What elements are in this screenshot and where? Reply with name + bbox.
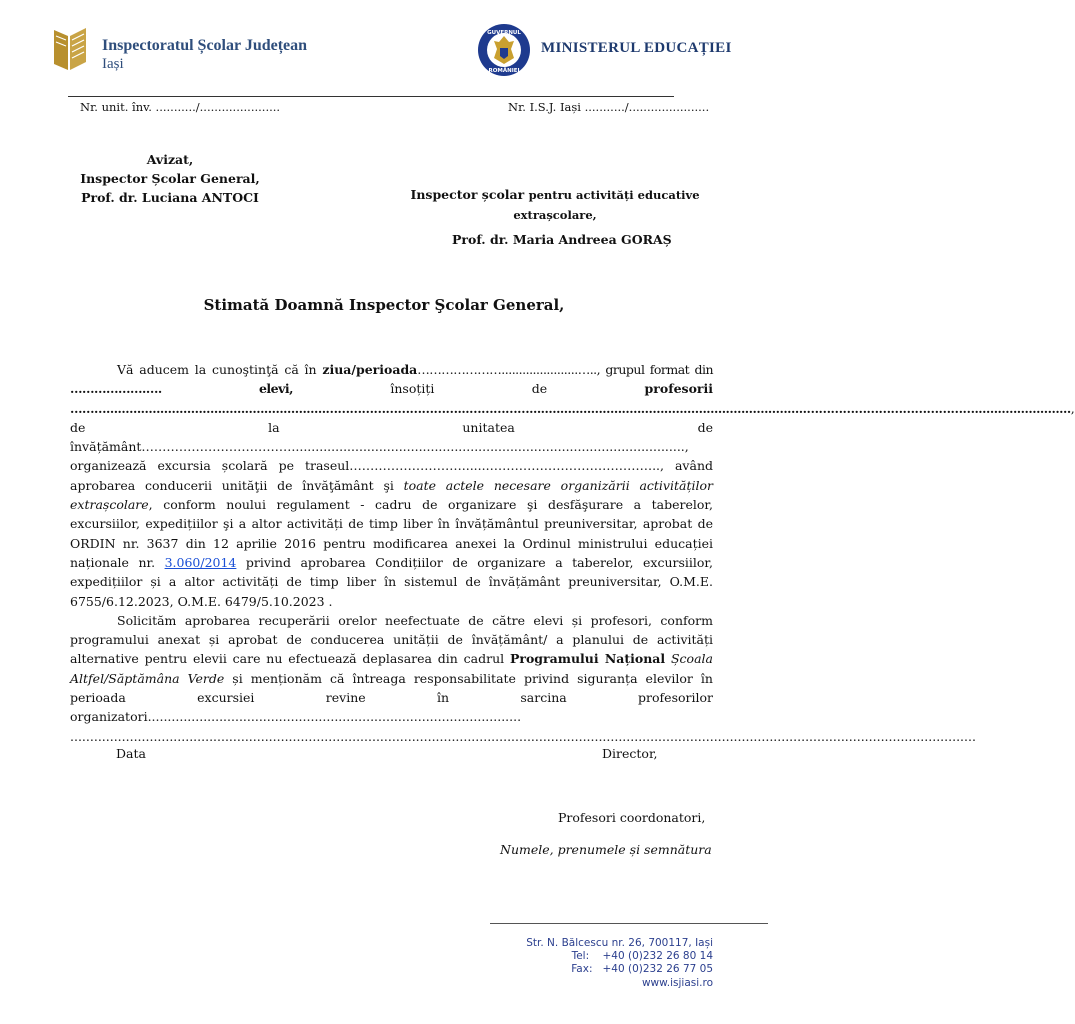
inspector-role-detail: pentru activități educative extrașcolare, — [513, 188, 700, 222]
p1-l: privind aprobarea Condițiilor de organizare a taberelor, excursiilor, expedițiilor și a altor activități de timp liber în sistemul de învățământ preuniversitar, O.M.E. 6755/6.12.2023, O.M.E. 6479/5.10.2023 . — [70, 554, 713, 609]
nr-isj: Nr. I.S.J. Iași .........../...................... — [508, 100, 710, 114]
avizat-name: Prof. dr. Luciana ANTOCI — [81, 190, 259, 205]
isj-logo-icon — [50, 26, 90, 72]
p1-profesorii: profesorii — [644, 381, 713, 397]
p1-h: ……………........................................................................……………………………………......................... — [469, 400, 1071, 416]
ministry-title: MINISTERUL EDUCAȚIEI — [541, 40, 732, 56]
isj-city: Iași — [102, 56, 124, 72]
paragraph-1 — [70, 360, 1075, 611]
seal-text-top: GUVERNUL — [487, 30, 521, 36]
p2-e: și menționăm că întreaga responsabilitate privind siguranța elevilor în perioada excursiei revine în sarcina profesorilor organizatori.............................................................................................. .................................................................................................................................................................................................................................... — [70, 670, 976, 744]
p1-a: Vă aducem la cunoştinţă că în — [117, 362, 323, 377]
footer-web[interactable]: www.isjiasi.ro — [641, 976, 713, 989]
footer-fax: Fax: +40 (0)232 26 77 05 — [571, 963, 713, 976]
p1-e: însoțiți de — [292, 381, 645, 397]
p1-i: , de la unitatea de învățământ………………………………..................................................................................................., organizează excursia școlară pe traseul……………………….......………………………………….., având aprobarea conducerii unităţii de învăţământ şi — [70, 400, 1075, 493]
footer-address: Str. N. Bălcescu nr. 26, 700117, Iași — [526, 937, 713, 949]
inspector-role: Inspector școlar — [410, 187, 525, 202]
salutation: Stimată Doamnă Inspector Şcolar General, — [203, 296, 565, 314]
footer-contact — [480, 937, 713, 990]
p1-j: toate actele necesare organizării activităților extrașcolare — [70, 477, 713, 513]
p1-g: ……….........................................................……………………………... — [70, 400, 470, 416]
avizat-role: Inspector Școlar General, — [80, 171, 260, 186]
seal-text-bottom: ROMÂNIEI — [488, 68, 520, 74]
p1-ziua: ziua/perioada — [322, 362, 418, 377]
footer-divider — [490, 923, 768, 924]
p2-a: Solicităm aprobarea recuperării orelor neefectuate de către elevi și profesori, conform programului anexat și aprobat de conducerea unității de învățământ/ a planului de activități alternative pentru elevii care nu efectuează deplasarea din cadrul — [70, 612, 713, 667]
inspector-name: Prof. dr. Maria Andreea GORAȘ — [452, 232, 672, 247]
government-seal-icon — [476, 22, 532, 78]
isj-title: Inspectoratul Școlar Județean — [102, 37, 308, 54]
letter-body — [70, 360, 1075, 746]
p1-c: …………………......................….., grupul format din — [417, 362, 713, 377]
footer-tel: Tel: +40 (0)232 26 80 14 — [571, 950, 713, 963]
ordin-link[interactable]: 3.060/2014 — [164, 554, 237, 570]
signature-instructions: Numele, prenumele și semnătura — [500, 842, 712, 857]
nr-unit-inv: Nr. unit. înv. .........../...................... — [80, 100, 281, 114]
avizat-label: Avizat, — [146, 152, 194, 167]
p2-program: Programului Național — [509, 651, 666, 667]
date-label: Data — [116, 746, 146, 761]
avizat-block — [60, 150, 280, 207]
paragraph-2 — [70, 611, 976, 746]
director-label: Director, — [602, 746, 658, 761]
inspector-block — [400, 185, 710, 225]
header-divider — [68, 96, 674, 97]
p1-elevi: ……………….…. elevi, — [70, 381, 293, 397]
coordinators-label: Profesori coordonatori, — [558, 810, 706, 825]
p1-k: , conform noului regulament - cadru de organizare şi desfăşurare a taberelor, excursiilor, expedițiilor şi a altor activități de timp liber în învățământul preuniversitar, aprobat de ORDIN nr. 3637 din 12 aprilie 2016 pentru modificarea anexei la Ordinul ministrului educației naționale nr. — [70, 497, 713, 570]
p2-scoala-altfel: Școala Altfel/Săptămâna Verde — [70, 651, 713, 686]
